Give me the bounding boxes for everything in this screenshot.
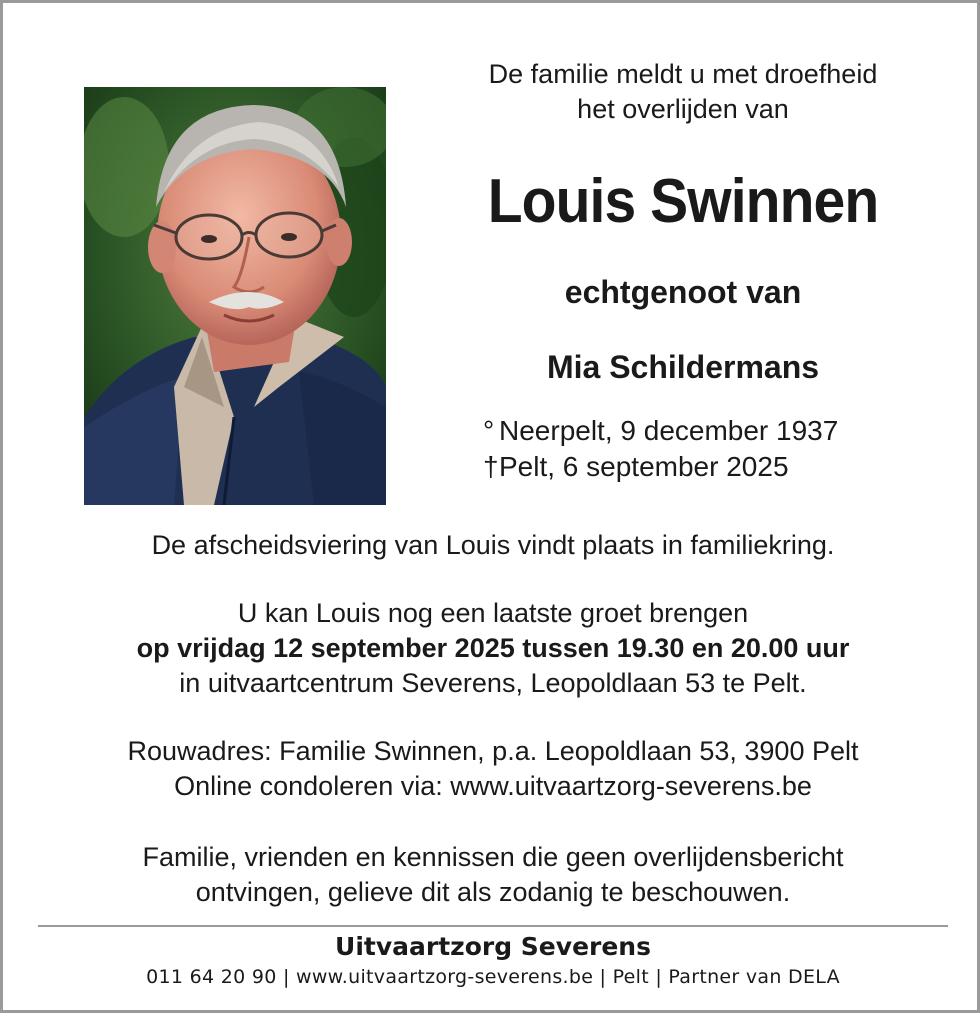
cross-icon: † bbox=[483, 451, 499, 482]
spouse-label: echtgenoot van bbox=[564, 274, 802, 310]
closing-line: Familie, vrienden en kennissen die geen overlijdensbericht bbox=[142, 842, 844, 872]
visitation-location: in uitvaartcentrum Severens, Leopoldlaan 53 te Pelt. bbox=[179, 668, 807, 698]
visitation-line: U kan Louis nog een laatste groet brengen bbox=[237, 598, 749, 628]
spouse-name: Mia Schildermans bbox=[546, 349, 820, 385]
visitation-datetime: op vrijdag 12 september 2025 tussen 19.30 en 20.00 uur bbox=[136, 633, 850, 663]
intro-line: De familie meldt u met droefheid bbox=[488, 59, 878, 89]
intro-line: het overlijden van bbox=[577, 94, 789, 124]
mourning-address: Rouwadres: Familie Swinnen, p.a. Leopoldlaan 53, 3900 Pelt bbox=[127, 736, 859, 766]
funeral-company-name: Uitvaartzorg Severens bbox=[335, 932, 651, 961]
announcement-header bbox=[413, 57, 953, 485]
closing-line: ontvingen, gelieve dit als zodanig te beschouwen. bbox=[195, 877, 791, 907]
contact-text bbox=[43, 734, 943, 804]
death-date: Pelt, 6 september 2025 bbox=[499, 451, 789, 482]
portrait-photo bbox=[84, 87, 386, 505]
footer-divider bbox=[38, 925, 948, 927]
funeral-company-info: 011 64 20 90 | www.uitvaartzorg-severens.be | Pelt | Partner van DELA bbox=[146, 966, 840, 988]
life-dates bbox=[413, 413, 953, 485]
birth-row bbox=[483, 413, 953, 449]
birth-symbol: ° bbox=[483, 415, 495, 446]
online-condolence: Online condoleren via: www.uitvaartzorg-severens.be bbox=[174, 771, 812, 801]
death-row bbox=[483, 449, 953, 485]
ceremony-text bbox=[43, 528, 943, 563]
birth-date: Neerpelt, 9 december 1937 bbox=[499, 415, 839, 446]
closing-text bbox=[43, 840, 943, 910]
visitation-text bbox=[43, 596, 943, 701]
deceased-name: Louis Swinnen bbox=[487, 167, 879, 236]
ceremony-line: De afscheidsviering van Louis vindt plaats in familiekring. bbox=[151, 530, 835, 560]
